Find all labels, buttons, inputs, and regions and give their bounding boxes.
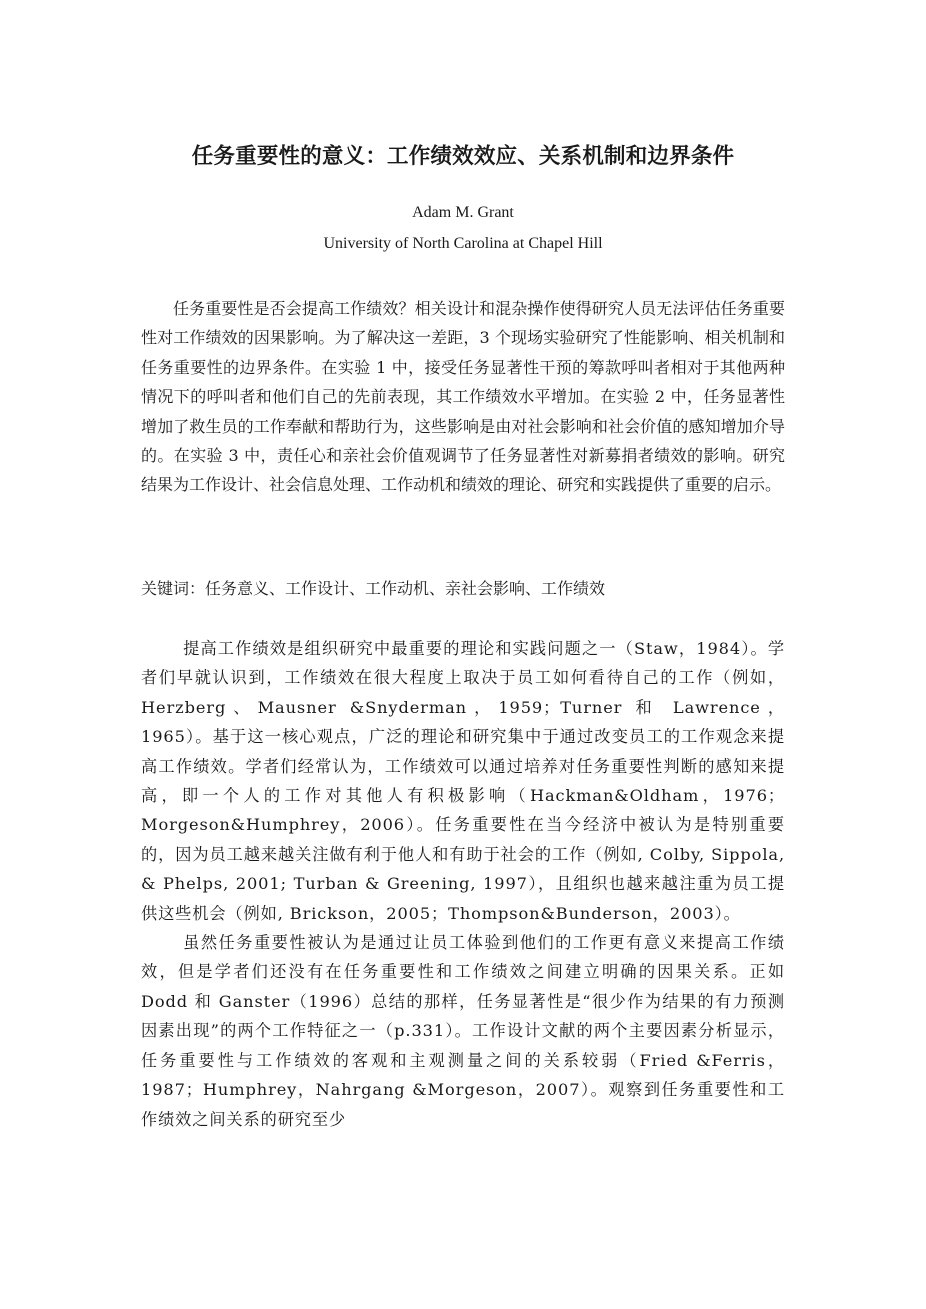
body-paragraph-1: 提高工作绩效是组织研究中最重要的理论和实践问题之一（Staw，1984）。学者们早就认识到，工作绩效在很大程度上取决于员工如何看待自己的工作（例如，Herzberg、Mausner &Snyderman，1959；Turner 和 Lawrence，1965）。基于这一核心观点，广泛的理论和研究集中于通过改变员工的工作观念来提高工作绩效。学者们经常认为，工作绩效可以通过培养对任务重要性判断的感知来提高，即一个人的工作对其他人有积极影响（Hackman&Oldham，1976；Morgeson&Humphrey，2006）。任务重要性在当今经济中被认为是特别重要的，因为员工越来越关注做有利于他人和有助于社会的工作（例如, Colby, Sippola, & Phelps, 2001; Turban & Greening, 1997），且组织也越来越注重为员工提供这些机会（例如, Brickson，2005；Thompson&Bunderson，2003）。 <box>141 639 785 923</box>
body-text <box>141 634 785 1134</box>
abstract-paragraph: 任务重要性是否会提高工作绩效？相关设计和混杂操作使得研究人员无法评估任务重要性对工作绩效的因果影响。为了解决这一差距，3 个现场实验研究了性能影响、相关机制和任务重要性的边界条件。在实验 1 中，接受任务显著性干预的筹款呼叫者相对于其他两种情况下的呼叫者和他们自己的先前表现，其工作绩效水平增加。在实验 2 中，任务显著性增加了救生员的工作奉献和帮助行为，这些影响是由对社会影响和社会价值的感知增加介导的。在实验 3 中，责任心和亲社会价值观调节了任务显著性对新募捐者绩效的影响。研究结果为工作设计、社会信息处理、工作动机和绩效的理论、研究和实践提供了重要的启示。 <box>141 299 785 495</box>
author-name: Adam M. Grant <box>412 204 514 221</box>
body-paragraph-2: 虽然任务重要性被认为是通过让员工体验到他们的工作更有意义来提高工作绩效，但是学者们还没有在任务重要性和工作绩效之间建立明确的因果关系。正如 Dodd 和 Ganster（1996）总结的那样，任务显著性是“很少作为结果的有力预测因素出现”的两个工作特征之一（p.331）。工作设计文献的两个主要因素分析显示，任务重要性与工作绩效的客观和主观测量之间的关系较弱（Fried &Ferris，1987；Humphrey，Nahrgang &Morgeson，2007）。观察到任务重要性和工作绩效之间关系的研究至少 <box>141 933 785 1129</box>
author-affiliation: University of North Carolina at Chapel Hill <box>323 235 603 252</box>
abstract <box>141 294 785 500</box>
keywords-line: 关键词：任务意义、工作设计、工作动机、亲社会影响、工作绩效 <box>141 579 606 598</box>
paper-title: 任务重要性的意义：工作绩效效应、关系机制和边界条件 <box>191 144 735 169</box>
